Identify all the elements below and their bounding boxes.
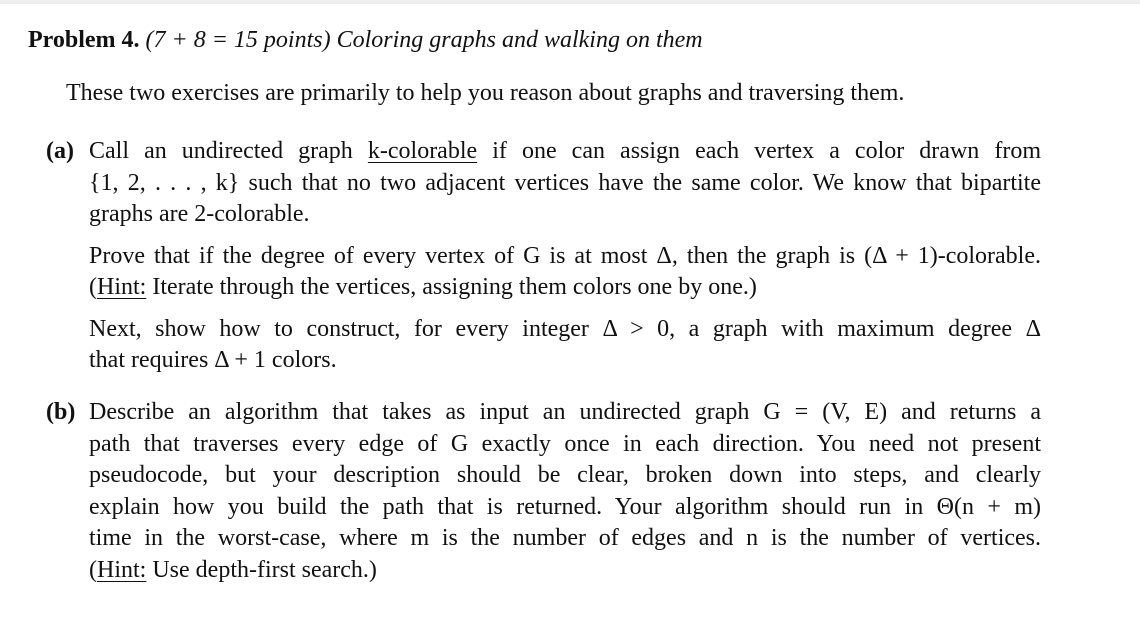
part-a-p3-line-1: Next, show how to construct, for every integer Δ > 0, a graph with maximum degree Δ xyxy=(89,315,1041,342)
part-a-p1-text-1: Call an undirected graph xyxy=(89,138,368,164)
part-b-line-4: explain how you build the path that is returned. Your algorithm should run in Θ(n + m) xyxy=(89,493,1041,520)
part-b xyxy=(46,397,1046,586)
problem-header xyxy=(28,25,1118,57)
part-a-hint-text: Iterate through the vertices, assigning them colors one by one.) xyxy=(146,274,757,300)
part-a-p1-text-2: if one can assign each vertex a color drawn from xyxy=(477,138,1042,164)
part-b-body xyxy=(89,397,1041,586)
part-b-hint-text: Use depth-first search.) xyxy=(146,556,377,583)
part-a-p3-line-2: that requires Δ + 1 colors. xyxy=(89,347,337,373)
part-a-p1-line-2: {1, 2, . . . , k} such that no two adjacent vertices have the same color. We know that bipartite xyxy=(89,169,1041,196)
part-a-paragraph-2 xyxy=(89,241,1041,304)
part-b-hint-label: Hint: xyxy=(97,556,147,583)
part-a-paragraph-1 xyxy=(89,136,1041,231)
problem-number: Problem 4. xyxy=(28,27,140,53)
part-a-body xyxy=(89,136,1041,377)
part-a-label: (a) xyxy=(46,138,74,164)
part-a-p1-line-3: graphs are 2-colorable. xyxy=(89,201,310,227)
part-a xyxy=(46,136,1046,387)
part-a-p2-line-2: (Hint: Iterate through the vertices, assigning them colors one by one.) xyxy=(89,274,757,300)
part-b-hint-line: (Hint: Use depth-first search.) xyxy=(89,556,377,583)
part-a-paragraph-3 xyxy=(89,314,1041,377)
part-a-p1-line-1 xyxy=(89,136,1041,168)
part-b-line-2: path that traverses every edge of G exactly once in each direction. You need not present xyxy=(89,430,1041,457)
part-b-line-5: time in the worst-case, where m is the number of edges and n is the number of vertices. xyxy=(89,525,1041,551)
part-b-label: (b) xyxy=(46,399,76,425)
part-b-line-1: Describe an algorithm that takes as input an undirected graph G = (V, E) and returns a xyxy=(89,399,1041,425)
part-b-line-3: pseudocode, but your description should be clear, broken down into steps, and clearly xyxy=(89,462,1041,488)
problem-points-title: (7 + 8 = 15 points) Coloring graphs and walking on them xyxy=(145,27,703,53)
part-a-p2-line-1: Prove that if the degree of every vertex of G is at most Δ, then the graph is (Δ + 1)-colorable. xyxy=(89,242,1042,269)
part-a-hint-label: Hint: xyxy=(97,274,147,300)
top-rule xyxy=(0,0,1140,4)
k-colorable-term: k-colorable xyxy=(367,138,478,164)
intro-text: These two exercises are primarily to help you reason about graphs and traversing them. xyxy=(66,80,905,106)
